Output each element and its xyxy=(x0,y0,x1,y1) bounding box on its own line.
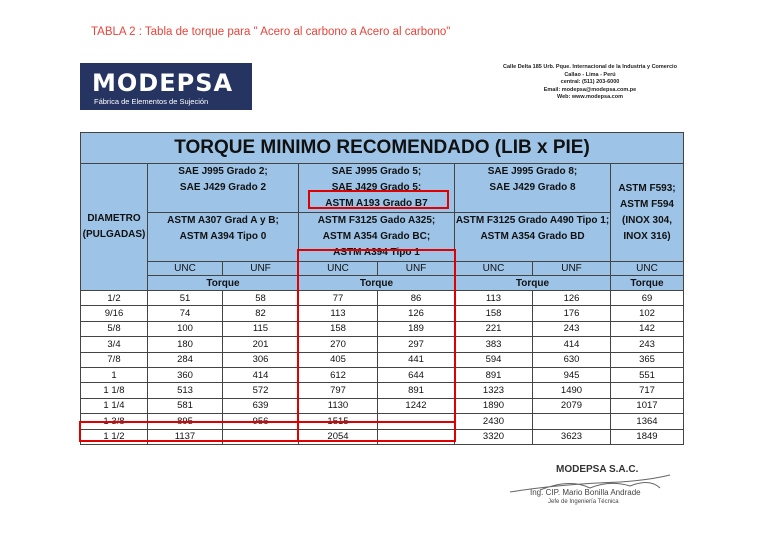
torque-cell: 58 xyxy=(223,291,299,306)
diameter-cell: 1/2 xyxy=(81,291,148,306)
torque-cell: 2430 xyxy=(455,414,533,429)
torque-cell: 77 xyxy=(299,291,378,306)
torque-cell: 1849 xyxy=(611,429,684,444)
torque-cell: 1323 xyxy=(455,383,533,398)
torque-cell: 360 xyxy=(148,367,223,382)
torque-cell xyxy=(533,414,611,429)
diameter-cell: 1 1/4 xyxy=(81,398,148,413)
table-title: TORQUE MINIMO RECOMENDADO (LIB x PIE) xyxy=(81,133,684,164)
torque-cell: 630 xyxy=(533,352,611,367)
torque-cell: 365 xyxy=(611,352,684,367)
torque-header: Torque xyxy=(148,276,299,291)
torque-cell: 221 xyxy=(455,321,533,336)
table-row xyxy=(81,398,684,413)
torque-cell: 1364 xyxy=(611,414,684,429)
torque-table xyxy=(80,132,684,445)
company-address xyxy=(490,64,690,102)
table-row xyxy=(81,367,684,382)
address-email: Email: modepsa@modepsa.com.pe xyxy=(543,86,637,93)
torque-cell xyxy=(378,414,455,429)
torque-cell: 176 xyxy=(533,306,611,321)
torque-cell: 74 xyxy=(148,306,223,321)
logo-tagline: Fábrica de Elementos de Sujeción xyxy=(94,97,209,106)
diameter-cell: 9/16 xyxy=(81,306,148,321)
table-row xyxy=(81,291,684,306)
torque-cell: 441 xyxy=(378,352,455,367)
group2-standards: SAE J995 Grado 5; SAE J429 Grado 5; ASTM A193 Grado B7 xyxy=(299,164,455,213)
torque-cell: 284 xyxy=(148,352,223,367)
group3-standards: SAE J995 Grado 8; SAE J429 Grado 8 xyxy=(455,164,611,213)
torque-cell: 189 xyxy=(378,321,455,336)
table-row xyxy=(81,337,684,352)
unc-header: UNC xyxy=(455,262,533,276)
unc-header: UNC xyxy=(611,262,684,276)
torque-cell: 297 xyxy=(378,337,455,352)
torque-cell: 513 xyxy=(148,383,223,398)
unf-header: UNF xyxy=(378,262,455,276)
address-line: Calle Delta 185 Urb. Pque. Internacional de la Industria y Comercio xyxy=(503,64,677,70)
address-phone: central: (511) 203-6000 xyxy=(560,79,620,86)
torque-cell: 551 xyxy=(611,367,684,382)
group1-standards: SAE J995 Grado 2; SAE J429 Grado 2 xyxy=(148,164,299,213)
address-web: Web: www.modepsa.com xyxy=(556,94,623,101)
torque-cell: 243 xyxy=(611,337,684,352)
torque-cell: 2079 xyxy=(533,398,611,413)
group4-standards: ASTM F593; ASTM F594 (INOX 304, INOX 316) xyxy=(611,164,684,262)
table-row xyxy=(81,429,684,444)
torque-cell: 86 xyxy=(378,291,455,306)
torque-header: Torque xyxy=(455,276,611,291)
torque-cell: 3320 xyxy=(455,429,533,444)
torque-cell: 1130 xyxy=(299,398,378,413)
table-row xyxy=(81,414,684,429)
torque-cell: 383 xyxy=(455,337,533,352)
diameter-cell: 1 1/8 xyxy=(81,383,148,398)
torque-cell: 405 xyxy=(299,352,378,367)
torque-cell: 945 xyxy=(533,367,611,382)
torque-cell: 891 xyxy=(378,383,455,398)
torque-cell: 82 xyxy=(223,306,299,321)
torque-cell: 414 xyxy=(223,367,299,382)
torque-cell: 100 xyxy=(148,321,223,336)
group3-astm: ASTM F3125 Grado A490 Tipo 1; ASTM A354 Grado BD xyxy=(455,213,611,262)
group2-astm: ASTM F3125 Gado A325; ASTM A354 Grado BC; ASTM A394 Tipo 1 xyxy=(299,213,455,262)
torque-cell: 1515 xyxy=(299,414,378,429)
diameter-cell: 5/8 xyxy=(81,321,148,336)
torque-cell: 572 xyxy=(223,383,299,398)
diameter-cell: 1 3/8 xyxy=(81,414,148,429)
torque-cell: 126 xyxy=(378,306,455,321)
modepsa-logo xyxy=(80,63,252,110)
diameter-cell: 1 1/2 xyxy=(81,429,148,444)
torque-cell: 612 xyxy=(299,367,378,382)
torque-cell: 126 xyxy=(533,291,611,306)
torque-cell: 113 xyxy=(299,306,378,321)
logo-brand: MODEPSA xyxy=(92,69,234,97)
group1-astm: ASTM A307 Grad A y B; ASTM A394 Tipo 0 xyxy=(148,213,299,262)
torque-cell: 158 xyxy=(299,321,378,336)
table-caption: TABLA 2 : Tabla de torque para " Acero al carbono a Acero al carbono" xyxy=(91,26,451,38)
torque-cell: 594 xyxy=(455,352,533,367)
torque-cell: 891 xyxy=(455,367,533,382)
table-row xyxy=(81,321,684,336)
torque-cell: 1890 xyxy=(455,398,533,413)
torque-cell: 270 xyxy=(299,337,378,352)
table-row xyxy=(81,383,684,398)
unc-header: UNC xyxy=(148,262,223,276)
signature-name: Ing. CIP. Mario Bonilla Andrade xyxy=(530,488,641,497)
signature-role: Jefe de Ingeniería Técnica xyxy=(548,499,619,505)
torque-cell: 1490 xyxy=(533,383,611,398)
torque-cell: 717 xyxy=(611,383,684,398)
torque-cell: 2054 xyxy=(299,429,378,444)
diameter-cell: 1 xyxy=(81,367,148,382)
table-row xyxy=(81,306,684,321)
unf-header: UNF xyxy=(533,262,611,276)
torque-cell xyxy=(378,429,455,444)
signature-block xyxy=(500,460,680,515)
torque-cell: 69 xyxy=(611,291,684,306)
torque-cell: 1242 xyxy=(378,398,455,413)
torque-cell: 113 xyxy=(455,291,533,306)
torque-cell: 3623 xyxy=(533,429,611,444)
torque-cell: 797 xyxy=(299,383,378,398)
torque-cell: 1017 xyxy=(611,398,684,413)
torque-cell: 956 xyxy=(223,414,299,429)
torque-header: Torque xyxy=(611,276,684,291)
torque-cell: 644 xyxy=(378,367,455,382)
diameter-header: DIAMETRO (PULGADAS) xyxy=(81,164,148,291)
torque-header: Torque xyxy=(299,276,455,291)
torque-cell xyxy=(223,429,299,444)
unc-header: UNC xyxy=(299,262,378,276)
diameter-cell: 7/8 xyxy=(81,352,148,367)
torque-cell: 581 xyxy=(148,398,223,413)
torque-cell: 243 xyxy=(533,321,611,336)
torque-cell: 180 xyxy=(148,337,223,352)
torque-cell: 414 xyxy=(533,337,611,352)
torque-cell: 158 xyxy=(455,306,533,321)
torque-cell: 115 xyxy=(223,321,299,336)
address-line: Callao - Lima - Perú xyxy=(564,71,616,78)
signature-company: MODEPSA S.A.C. xyxy=(556,464,639,475)
torque-cell: 1137 xyxy=(148,429,223,444)
torque-cell: 102 xyxy=(611,306,684,321)
torque-cell: 201 xyxy=(223,337,299,352)
torque-cell: 895 xyxy=(148,414,223,429)
torque-cell: 639 xyxy=(223,398,299,413)
unf-header: UNF xyxy=(223,262,299,276)
table-row xyxy=(81,352,684,367)
diameter-cell: 3/4 xyxy=(81,337,148,352)
torque-cell: 51 xyxy=(148,291,223,306)
torque-cell: 306 xyxy=(223,352,299,367)
torque-cell: 142 xyxy=(611,321,684,336)
